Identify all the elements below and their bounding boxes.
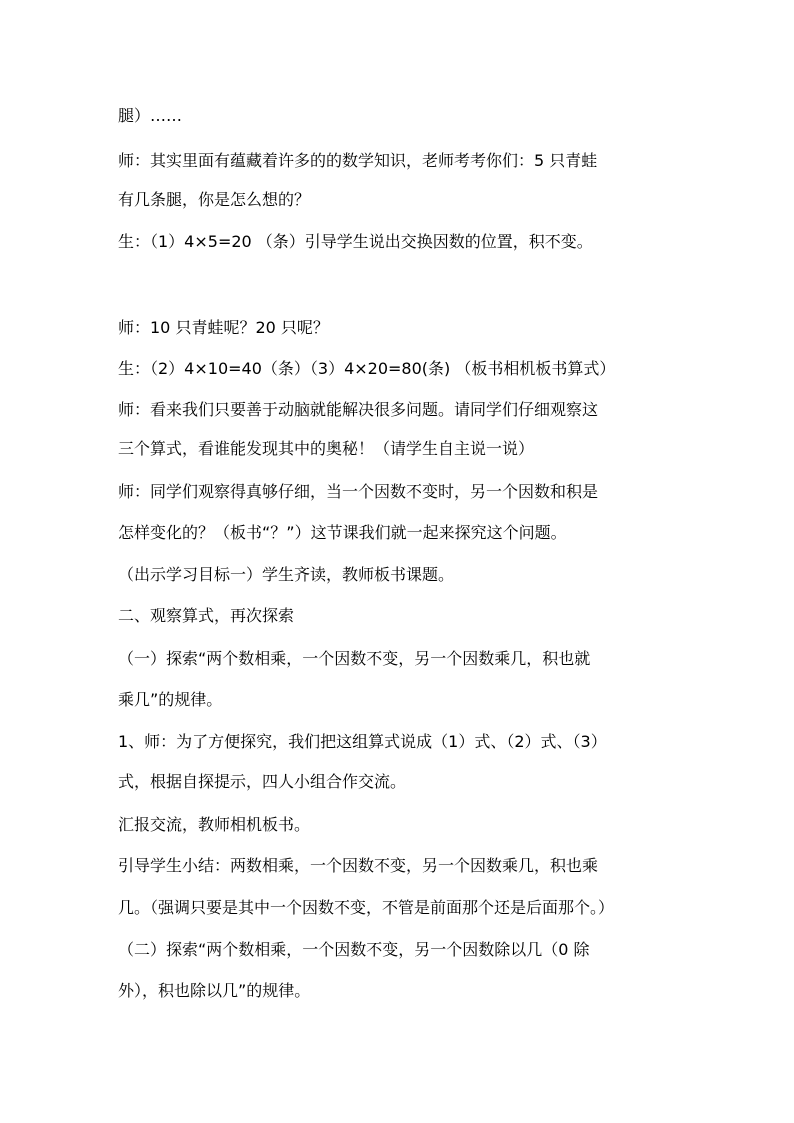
text-line-6: 生：（2）4×10=40（条）（3）4×20=80(条) （板书相机板书算式） <box>118 359 616 378</box>
text-line-17: 汇报交流，教师相机板书。 <box>118 815 311 834</box>
text-line-18: 引导学生小结：两数相乘，一个因数不变，另一个因数乘几，积也乘 <box>118 856 599 875</box>
text-line-5: 师：10 只青蛙呢？20 只呢？ <box>118 318 329 337</box>
text-line-2: 师：其实里面有蕴藏着许多的的数学知识，老师考考你们：5 只青蛙 <box>118 151 598 170</box>
text-line-9: 师：同学们观察得真够仔细，当一个因数不变时，另一个因数和积是 <box>118 482 599 501</box>
text-line-20: （二）探索“两个数相乘，一个因数不变，另一个因数除以几（0 除 <box>118 940 590 959</box>
text-line-13: （一）探索“两个数相乘，一个因数不变，另一个因数乘几，积也就 <box>118 649 591 668</box>
text-line-21: 外），积也除以几”的规律。 <box>118 981 311 1000</box>
text-line-3: 有几条腿，你是怎么想的？ <box>118 190 311 209</box>
text-line-1: 腿）…… <box>118 106 183 125</box>
text-line-16: 式，根据自探提示，四人小组合作交流。 <box>118 772 407 791</box>
text-line-4: 生：（1）4×5=20 （条）引导学生说出交换因数的位置，积不变。 <box>118 232 593 251</box>
text-line-11: （出示学习目标一）学生齐读，教师板书课题。 <box>118 565 455 584</box>
text-line-8: 三个算式，看谁能发现其中的奥秘！（请学生自主说一说） <box>118 439 535 458</box>
text-line-7: 师：看来我们只要善于动脑就能解决很多问题。请同学们仔细观察这 <box>118 400 599 419</box>
text-line-15: 1、师：为了方便探究，我们把这组算式说成（1）式、（2）式、（3） <box>118 732 607 751</box>
text-line-19: 几。（强调只要是其中一个因数不变，不管是前面那个还是后面那个。） <box>118 898 615 917</box>
text-line-10: 怎样变化的？（板书“？”）这节课我们就一起来探究这个问题。 <box>118 523 567 542</box>
text-line-14: 乘几”的规律。 <box>118 690 223 709</box>
section-heading: 二、观察算式，再次探索 <box>118 606 295 625</box>
